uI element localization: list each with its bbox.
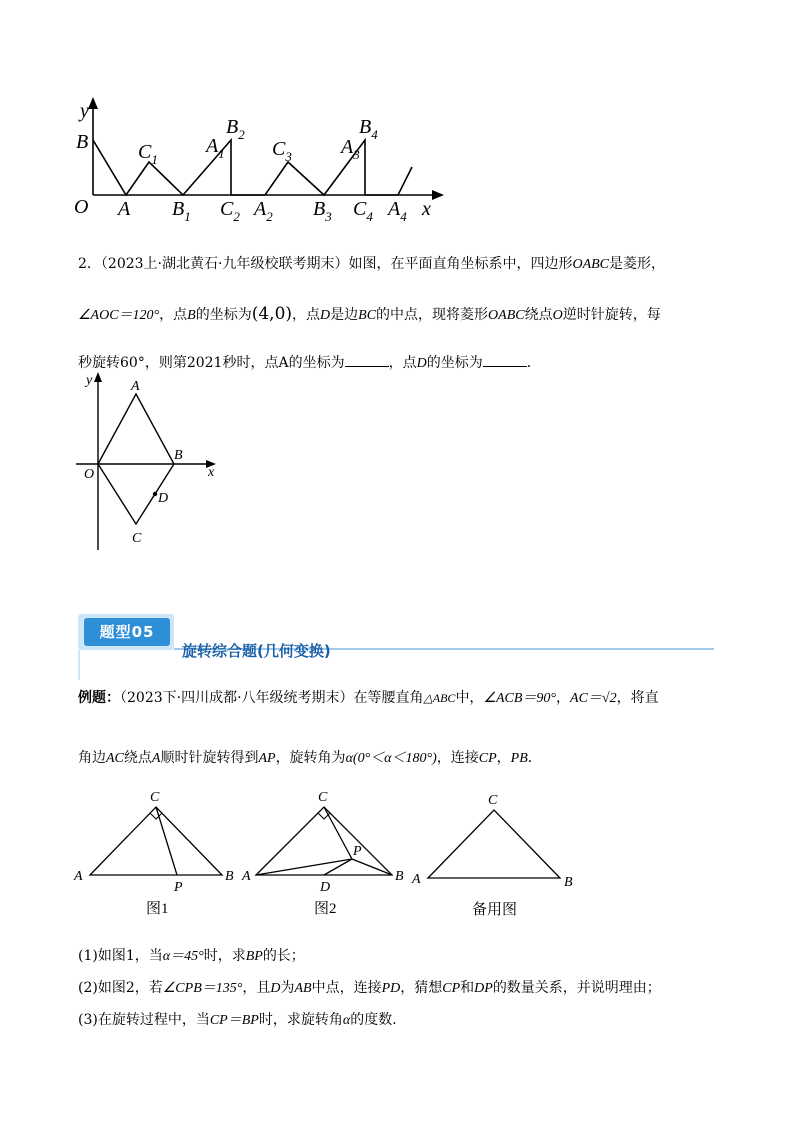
example-line-1: 例题：（2023下·四川成都·八年级统考期末）在等腰直角△ABC中，∠ACB＝90°，AC＝√2，将直 bbox=[78, 690, 659, 706]
svg-text:P: P bbox=[353, 844, 362, 859]
section-title: 旋转综合题(几何变换) bbox=[182, 642, 331, 660]
svg-text:A: A bbox=[412, 872, 421, 887]
rh-O-label: O bbox=[84, 467, 95, 482]
point-B1-label: $B_1$ bbox=[172, 198, 191, 224]
rh-A-label: A bbox=[131, 379, 140, 394]
example-label: 例题： bbox=[78, 690, 120, 706]
point-A-label: A bbox=[118, 198, 131, 220]
point-B3-label: $B_3$ bbox=[313, 198, 332, 224]
point-A4-label: $A_4$ bbox=[388, 198, 407, 224]
y-axis-label: y bbox=[80, 100, 89, 122]
point-A3-label: $A_3$ bbox=[341, 136, 360, 162]
q2-line-3: 秒旋转60°，则第2021秒时，点A的坐标为 ，点D的坐标为 ． bbox=[78, 352, 541, 374]
part-3: (3)在旋转过程中，当CP＝BP时，求旋转角α的度数． bbox=[78, 1012, 407, 1028]
point-B2-label: $B_2$ bbox=[226, 116, 245, 142]
origin-label: O bbox=[74, 196, 89, 218]
svg-text:A: A bbox=[74, 869, 83, 884]
part-2: (2)如图2，若∠CPB＝135°，且D为AB中点，连接PD，猜想CP和DP的数量关系，并说明理由； bbox=[78, 980, 661, 996]
point-B-label: B bbox=[76, 131, 89, 153]
svg-text:D: D bbox=[320, 880, 331, 895]
svg-text:B: B bbox=[564, 875, 573, 890]
point-C1-label: $C_1$ bbox=[138, 141, 158, 167]
svg-text:C: C bbox=[488, 793, 498, 808]
svg-text:A: A bbox=[242, 869, 251, 884]
rh-B-label: B bbox=[174, 448, 183, 463]
svg-text:P: P bbox=[174, 880, 183, 895]
svg-text:C: C bbox=[318, 790, 328, 805]
part-1: (1)如图1，当α＝45°时，求BP的长； bbox=[78, 948, 305, 964]
section-badge: 题型05 bbox=[78, 614, 174, 650]
svg-text:B: B bbox=[395, 869, 404, 884]
rhombus-figure bbox=[68, 370, 228, 555]
figure-1 bbox=[70, 785, 240, 920]
svg-text:C: C bbox=[150, 790, 160, 805]
figure-2-caption: 图2 bbox=[314, 901, 337, 917]
rh-C-label: C bbox=[132, 531, 142, 546]
point-C2-label: $C_2$ bbox=[220, 198, 240, 224]
q2-number: 2． bbox=[78, 256, 101, 272]
rh-y-label: y bbox=[86, 373, 93, 388]
q2-line-2: ∠AOC＝120°，点B的坐标为(4,0)，点D是边BC的中点，现将菱形OABC绕点O逆时针旋转，每 bbox=[78, 304, 661, 324]
svg-text:B: B bbox=[225, 869, 234, 884]
figure-spare-caption: 备用图 bbox=[472, 902, 518, 918]
figure-2 bbox=[240, 785, 410, 920]
example-line-2: 角边AC绕点A顺时针旋转得到AP，旋转角为α(0°＜α＜180°)，连接CP，PB． bbox=[78, 750, 542, 766]
answer-blank-d bbox=[483, 352, 527, 367]
point-C3-label: $C_3$ bbox=[272, 138, 292, 164]
zigzag-coordinate-figure bbox=[60, 95, 450, 225]
q2-line-1: 2．（2023上·湖北黄石·九年级校联考期末）如图，在平面直角坐标系中，四边形OABC是菱形， bbox=[78, 256, 666, 272]
figure-1-caption: 图1 bbox=[146, 901, 169, 917]
point-A2-label: $A_2$ bbox=[254, 198, 273, 224]
point-A1-label: $A_1$ bbox=[206, 135, 225, 161]
figure-spare bbox=[410, 790, 585, 925]
rh-x-label: x bbox=[208, 465, 215, 480]
point-C4-label: $C_4$ bbox=[353, 198, 373, 224]
answer-blank-a bbox=[345, 352, 389, 367]
rh-D-label: D bbox=[158, 491, 169, 506]
x-axis-label: x bbox=[422, 198, 431, 220]
point-B4-label: $B_4$ bbox=[359, 116, 378, 142]
q2-source: （2023上·湖北黄石·九年级校联考期末） bbox=[100, 256, 349, 272]
